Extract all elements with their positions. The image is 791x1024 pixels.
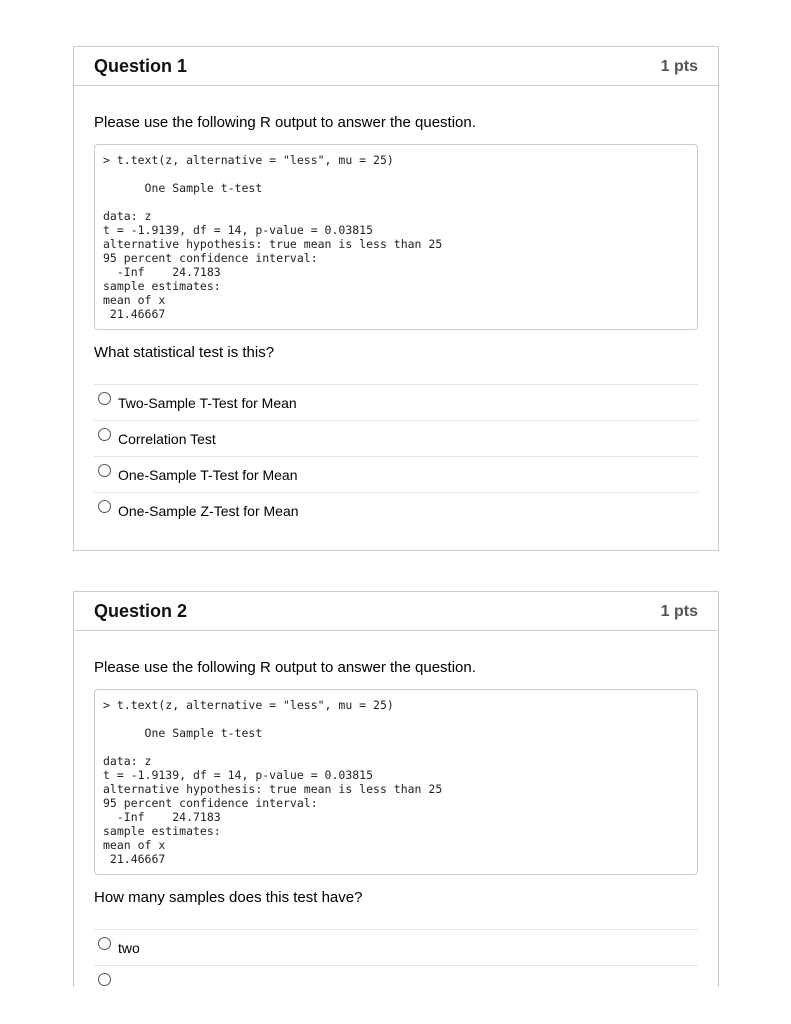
r-data-line: data: z xyxy=(103,754,152,768)
r-stats-line: t = -1.9139, df = 14, p-value = 0.03815 xyxy=(103,223,374,237)
question-points: 1 pts xyxy=(660,603,698,620)
answer-option[interactable] xyxy=(94,966,698,987)
r-estimate-label: mean of x xyxy=(103,293,166,307)
question-intro: Please use the following R output to answer the question. xyxy=(94,114,476,131)
r-estimate-value: 21.46667 xyxy=(103,852,166,866)
question-card-1 xyxy=(73,46,719,551)
r-stats-line: t = -1.9139, df = 14, p-value = 0.03815 xyxy=(103,768,374,782)
answer-option[interactable] xyxy=(94,930,698,966)
r-test-name: One Sample t-test xyxy=(103,181,263,195)
radio-button[interactable] xyxy=(98,392,111,405)
r-data-line: data: z xyxy=(103,209,152,223)
r-output-block xyxy=(94,689,698,875)
radio-button[interactable] xyxy=(98,500,111,513)
question-header xyxy=(74,47,718,86)
question-prompt: What statistical test is this? xyxy=(94,344,275,361)
answer-label[interactable]: Correlation Test xyxy=(118,431,216,447)
r-ci-values: -Inf 24.7183 xyxy=(103,265,221,279)
question-body xyxy=(74,114,718,529)
answer-label[interactable]: One-Sample Z-Test for Mean xyxy=(118,503,299,519)
r-output-block xyxy=(94,144,698,330)
answer-option[interactable] xyxy=(94,421,698,457)
r-ci-header: 95 percent confidence interval: xyxy=(103,796,318,810)
r-estimate-value: 21.46667 xyxy=(103,307,166,321)
r-estimate-label: mean of x xyxy=(103,838,166,852)
question-header xyxy=(74,592,718,631)
r-alt-hypothesis: alternative hypothesis: true mean is less than 25 xyxy=(103,782,443,796)
question-card-2 xyxy=(73,591,719,987)
r-ci-values: -Inf 24.7183 xyxy=(103,810,221,824)
r-alt-hypothesis: alternative hypothesis: true mean is less than 25 xyxy=(103,237,443,251)
r-command: > t.text(z, alternative = "less", mu = 25) xyxy=(103,153,394,167)
answer-option[interactable] xyxy=(94,457,698,493)
answer-list xyxy=(94,384,698,529)
radio-button[interactable] xyxy=(98,428,111,441)
answer-list xyxy=(94,929,698,987)
question-title: Question 1 xyxy=(94,56,188,76)
question-body xyxy=(74,659,718,987)
question-title: Question 2 xyxy=(94,601,188,621)
answer-label[interactable]: two xyxy=(118,940,140,956)
answer-option[interactable] xyxy=(94,385,698,421)
answer-label[interactable]: Two-Sample T-Test for Mean xyxy=(118,395,297,411)
r-test-name: One Sample t-test xyxy=(103,726,263,740)
r-estimates-header: sample estimates: xyxy=(103,824,221,838)
radio-button[interactable] xyxy=(98,973,111,986)
radio-button[interactable] xyxy=(98,937,111,950)
answer-option[interactable] xyxy=(94,493,698,529)
question-prompt: How many samples does this test have? xyxy=(94,889,363,906)
question-points: 1 pts xyxy=(660,58,698,75)
r-command: > t.text(z, alternative = "less", mu = 25) xyxy=(103,698,394,712)
r-ci-header: 95 percent confidence interval: xyxy=(103,251,318,265)
answer-label[interactable]: One-Sample T-Test for Mean xyxy=(118,467,298,483)
question-intro: Please use the following R output to answer the question. xyxy=(94,659,476,676)
r-estimates-header: sample estimates: xyxy=(103,279,221,293)
radio-button[interactable] xyxy=(98,464,111,477)
